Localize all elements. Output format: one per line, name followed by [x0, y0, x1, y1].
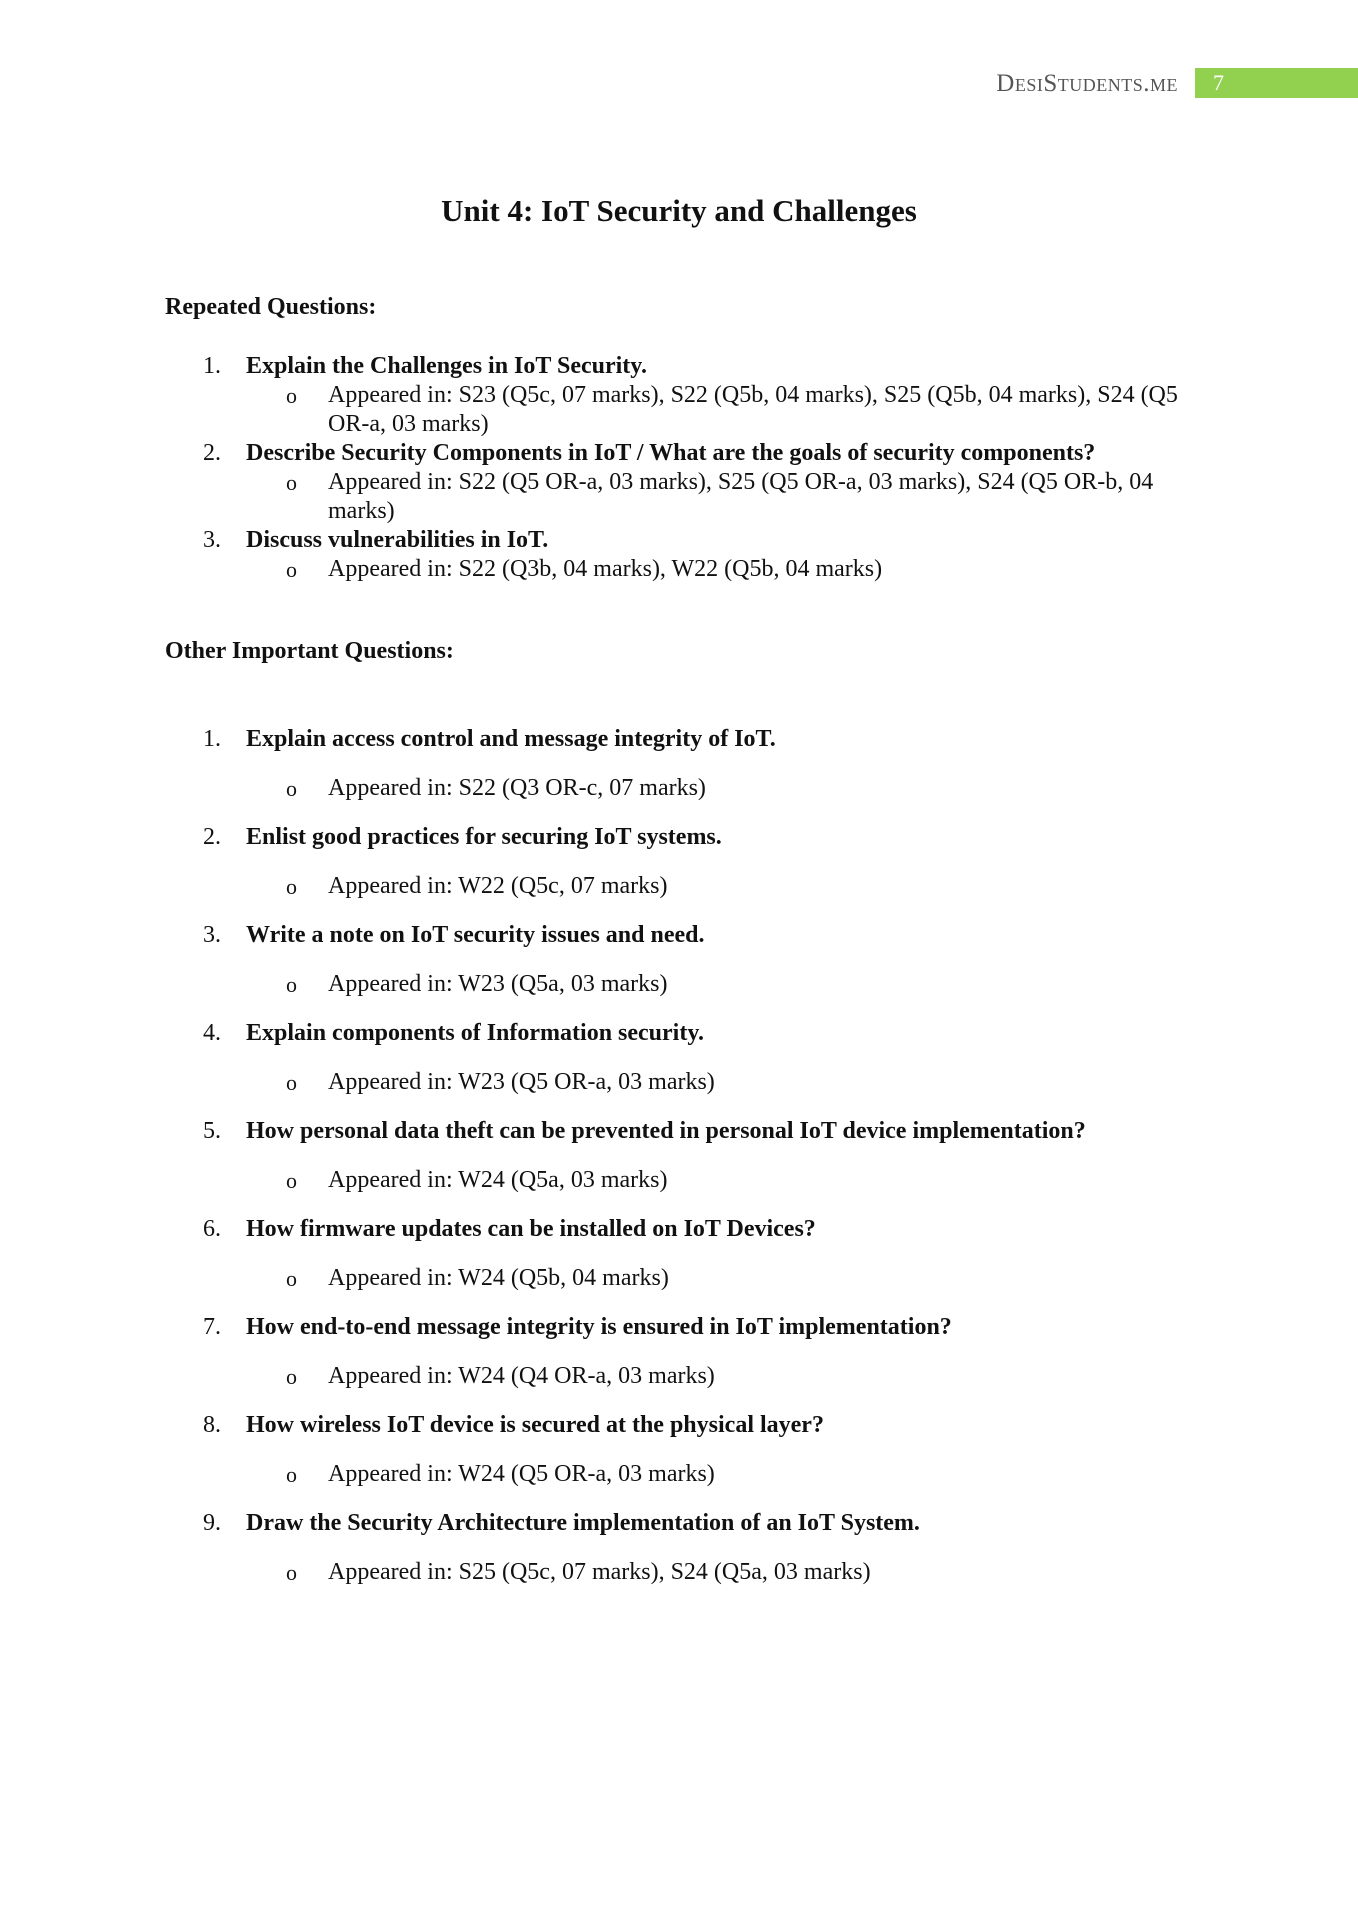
repeated-questions-list [0, 352, 1358, 584]
list-item [0, 823, 1358, 901]
appeared-text: Appeared in: W23 (Q5a, 03 marks) [328, 971, 668, 997]
appeared-text: Appeared in: W24 (Q4 OR-a, 03 marks) [328, 1363, 715, 1389]
list-item [0, 1313, 1358, 1391]
appeared-line [0, 1362, 1358, 1391]
question-number: 9. [203, 1510, 221, 1536]
question-text: How personal data theft can be prevented in personal IoT device implementation? [246, 1118, 1086, 1144]
question-text: Write a note on IoT security issues and need. [246, 922, 705, 948]
question-text: How end-to-end message integrity is ensured in IoT implementation? [246, 1314, 952, 1340]
appeared-text: Appeared in: S25 (Q5c, 07 marks), S24 (Q5a, 03 marks) [328, 1559, 871, 1585]
appeared-line [0, 468, 1358, 526]
appeared-line [0, 970, 1358, 999]
page-number-badge [1195, 68, 1358, 98]
question-number: 4. [203, 1020, 221, 1046]
question-number: 5. [203, 1118, 221, 1144]
list-item [0, 921, 1358, 999]
appeared-text: Appeared in: S23 (Q5c, 07 marks), S22 (Q5b, 04 marks), S25 (Q5b, 04 marks), S24 (Q5 OR-a, 03 marks) [328, 382, 1178, 437]
appeared-line [0, 1264, 1358, 1293]
appeared-line [0, 555, 1358, 584]
bullet-marker: o [286, 1168, 297, 1193]
appeared-text: Appeared in: W24 (Q5 OR-a, 03 marks) [328, 1461, 715, 1487]
page-title: Unit 4: IoT Security and Challenges [441, 193, 917, 228]
question-number: 7. [203, 1314, 221, 1340]
bullet-marker: o [286, 1462, 297, 1487]
bullet-marker: o [286, 470, 297, 495]
appeared-text: Appeared in: W24 (Q5b, 04 marks) [328, 1265, 669, 1291]
appeared-text: Appeared in: W24 (Q5a, 03 marks) [328, 1167, 668, 1193]
appeared-text: Appeared in: W23 (Q5 OR-a, 03 marks) [328, 1069, 715, 1095]
question-text: Describe Security Components in IoT / What are the goals of security components? [246, 440, 1096, 466]
question-number: 1. [203, 353, 221, 379]
bullet-marker: o [286, 1560, 297, 1585]
question-text: Explain the Challenges in IoT Security. [246, 353, 647, 379]
question-number: 1. [203, 726, 221, 752]
bullet-marker: o [286, 776, 297, 801]
repeated-questions-heading: Repeated Questions: [165, 294, 377, 320]
bullet-marker: o [286, 874, 297, 899]
bullet-marker: o [286, 1070, 297, 1095]
bullet-marker: o [286, 1364, 297, 1389]
appeared-line [0, 1166, 1358, 1195]
question-number: 3. [203, 527, 221, 553]
question-number: 8. [203, 1412, 221, 1438]
question-number: 2. [203, 440, 221, 466]
question-text: Enlist good practices for securing IoT systems. [246, 824, 722, 850]
appeared-line [0, 872, 1358, 901]
list-item [0, 1411, 1358, 1489]
appeared-line [0, 1460, 1358, 1489]
list-item [0, 1117, 1358, 1195]
bullet-marker: o [286, 383, 297, 408]
appeared-line [0, 774, 1358, 803]
list-item [0, 526, 1358, 584]
appeared-text: Appeared in: S22 (Q3 OR-c, 07 marks) [328, 775, 706, 801]
appeared-text: Appeared in: S22 (Q3b, 04 marks), W22 (Q5b, 04 marks) [328, 556, 883, 582]
question-number: 6. [203, 1216, 221, 1242]
question-number: 3. [203, 922, 221, 948]
question-number: 2. [203, 824, 221, 850]
appeared-line [0, 1558, 1358, 1587]
list-item [0, 1215, 1358, 1293]
list-item [0, 1019, 1358, 1097]
appeared-text: Appeared in: S22 (Q5 OR-a, 03 marks), S25 (Q5 OR-a, 03 marks), S24 (Q5 OR-b, 04 marks) [328, 469, 1154, 524]
other-questions-list [0, 725, 1358, 1607]
question-text: Explain components of Information security. [246, 1020, 705, 1046]
header-brand: DesiStudents.me [996, 70, 1178, 97]
other-questions-heading: Other Important Questions: [165, 638, 454, 664]
bullet-marker: o [286, 557, 297, 582]
appeared-line [0, 1068, 1358, 1097]
list-item [0, 439, 1358, 526]
bullet-marker: o [286, 1266, 297, 1291]
question-text: Discuss vulnerabilities in IoT. [246, 527, 549, 553]
page-number: 7 [1213, 70, 1224, 95]
appeared-line [0, 381, 1358, 439]
list-item [0, 1509, 1358, 1587]
list-item [0, 352, 1358, 439]
question-text: How wireless IoT device is secured at the physical layer? [246, 1412, 824, 1438]
list-item [0, 725, 1358, 803]
bullet-marker: o [286, 972, 297, 997]
question-text: Draw the Security Architecture implementation of an IoT System. [246, 1510, 920, 1536]
appeared-text: Appeared in: W22 (Q5c, 07 marks) [328, 873, 668, 899]
question-text: How firmware updates can be installed on IoT Devices? [246, 1216, 816, 1242]
question-text: Explain access control and message integrity of IoT. [246, 726, 776, 752]
